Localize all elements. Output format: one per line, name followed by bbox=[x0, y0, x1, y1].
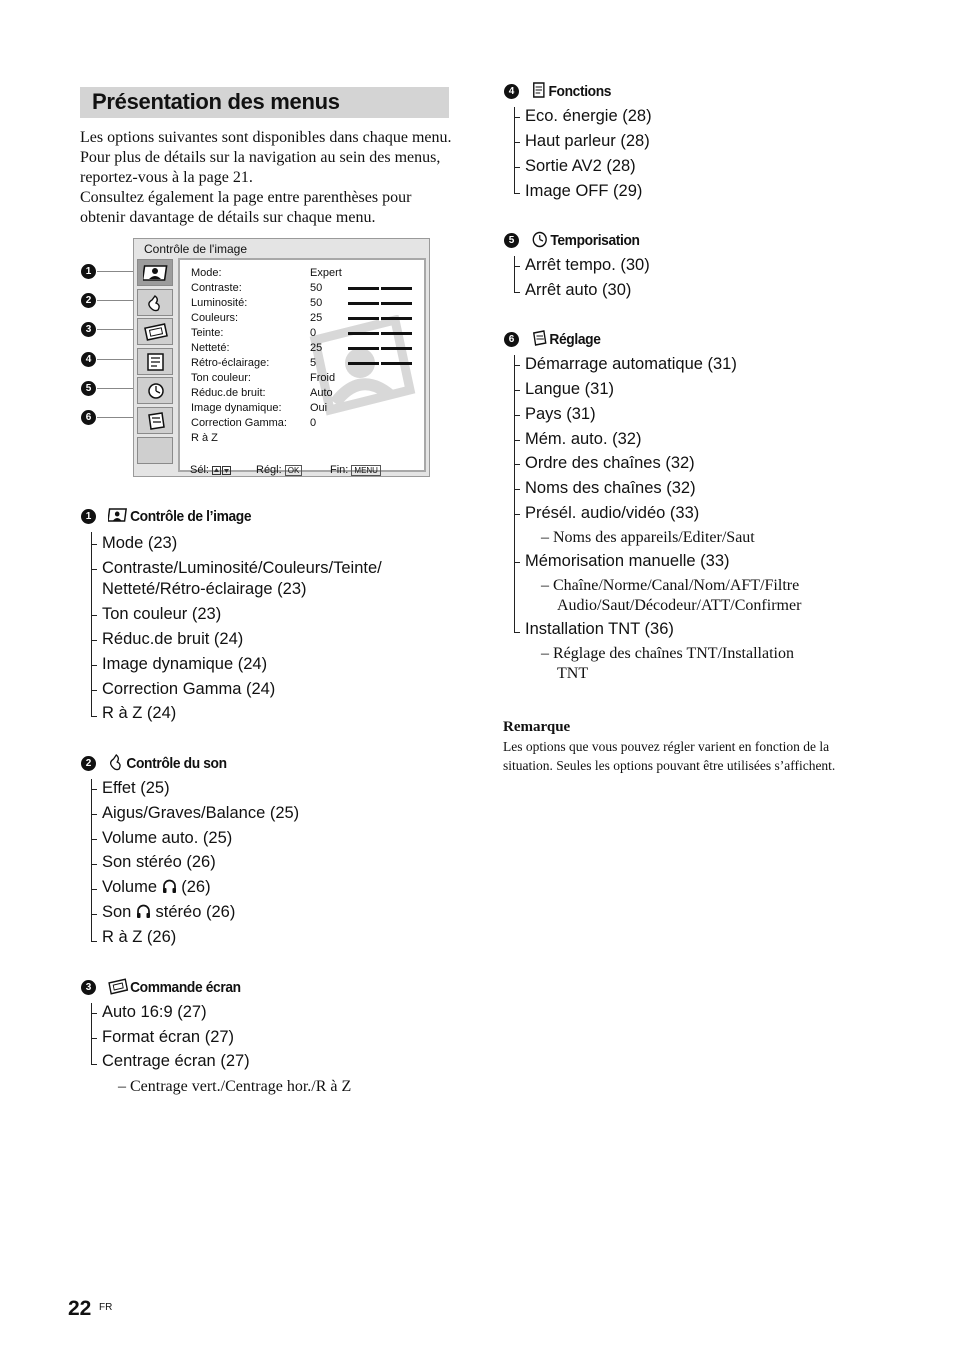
menu-item-volume-page: (26) bbox=[181, 878, 211, 896]
tree-branch bbox=[514, 562, 520, 563]
tree-branch bbox=[514, 514, 520, 515]
callout-6: 6 bbox=[81, 410, 96, 425]
intro-text bbox=[80, 128, 452, 228]
menu-item-stereo-headphone bbox=[102, 902, 235, 923]
menu-number-6: 6 bbox=[504, 332, 519, 347]
menu-item: Image dynamique (24) bbox=[102, 655, 268, 673]
headphone-icon bbox=[162, 879, 177, 894]
menu-item: Installation TNT (36) bbox=[525, 620, 674, 638]
osd-row[interactable] bbox=[191, 296, 421, 311]
menu-item: Centrage écran (27) bbox=[102, 1052, 250, 1070]
tree-branch bbox=[91, 814, 97, 815]
menu-item: Effet (25) bbox=[102, 779, 170, 797]
menu-heading-features bbox=[531, 82, 611, 103]
osd-level-bar bbox=[348, 362, 412, 365]
callout-leader bbox=[97, 329, 137, 330]
osd-tab-empty bbox=[137, 437, 173, 464]
tree-branch bbox=[91, 914, 97, 915]
menu-item: Présél. audio/vidéo (33) bbox=[525, 504, 700, 522]
menu-item: Mémorisation manuelle (33) bbox=[525, 552, 730, 570]
tree-branch bbox=[91, 1038, 97, 1039]
tree-branch bbox=[91, 665, 97, 666]
osd-rows bbox=[191, 266, 421, 446]
osd-row-label: Netteté: bbox=[191, 342, 230, 354]
osd-level-marker bbox=[379, 331, 381, 336]
osd-level-bar bbox=[348, 287, 412, 290]
osd-level-marker bbox=[379, 316, 381, 321]
tree-branch bbox=[91, 889, 97, 890]
tree-branch bbox=[514, 464, 520, 465]
menu-item: Haut parleur (28) bbox=[525, 132, 650, 150]
callout-leader bbox=[97, 300, 137, 301]
osd-row[interactable] bbox=[191, 341, 421, 356]
tree-branch bbox=[91, 941, 97, 942]
tree-branch bbox=[91, 789, 97, 790]
callout-leader bbox=[97, 271, 137, 272]
osd-row-label: Contraste: bbox=[191, 282, 242, 294]
menu-item: Format écran (27) bbox=[102, 1028, 235, 1046]
menu-item: Mode (23) bbox=[102, 534, 178, 552]
osd-footer-select-label: Sél: bbox=[190, 464, 209, 476]
menu-heading-setup-label: Réglage bbox=[549, 331, 601, 348]
osd-row-value: 0 bbox=[310, 327, 317, 339]
osd-tab-column bbox=[137, 259, 177, 466]
menu-number-1: 1 bbox=[81, 509, 96, 524]
osd-footer-select bbox=[190, 464, 232, 476]
tree-branch bbox=[514, 292, 520, 293]
tree-branch bbox=[514, 193, 520, 194]
sound-icon bbox=[108, 754, 125, 775]
osd-footer-set bbox=[256, 464, 302, 476]
osd-level-bar bbox=[348, 332, 412, 335]
osd-level-bar bbox=[348, 317, 412, 320]
tree-branch bbox=[514, 440, 520, 441]
osd-row[interactable] bbox=[191, 401, 421, 416]
osd-level-bar bbox=[348, 347, 412, 350]
menu-heading-image-label: Contrôle de l’image bbox=[130, 508, 252, 525]
picture-icon bbox=[108, 507, 128, 528]
osd-row-value: 50 bbox=[310, 282, 323, 294]
osd-row-value: Oui bbox=[310, 402, 328, 414]
submenu-text: TNT bbox=[557, 665, 589, 682]
callout-5: 5 bbox=[81, 381, 96, 396]
intro-paragraph-1: Les options suivantes sont disponibles dans chaque menu. Pour plus de détails sur la navigation au sein des menus, reportez-vous à la page 21. bbox=[80, 129, 452, 186]
ok-button-glyph: OK bbox=[285, 465, 303, 476]
osd-level-marker bbox=[379, 346, 381, 351]
osd-menu-screenshot bbox=[133, 238, 430, 477]
menu-heading-screen bbox=[108, 978, 241, 999]
tree-branch bbox=[91, 690, 97, 691]
submenu-text: Audio/Saut/Décodeur/ATT/Confirmer bbox=[557, 597, 802, 614]
tree-branch bbox=[91, 1064, 97, 1065]
submenu-text: – Réglage des chaînes TNT/Installation bbox=[541, 645, 794, 662]
screen-icon bbox=[143, 322, 169, 342]
osd-footer-set-label: Régl: bbox=[256, 464, 282, 476]
tree-branch bbox=[91, 615, 97, 616]
osd-row[interactable] bbox=[191, 356, 421, 371]
headphone-icon bbox=[136, 904, 151, 919]
tree-branch bbox=[91, 716, 97, 717]
callout-3: 3 bbox=[81, 322, 96, 337]
osd-tab-screen[interactable] bbox=[137, 318, 173, 345]
tree-branch bbox=[514, 390, 520, 391]
tree-branch bbox=[514, 365, 520, 366]
osd-row-label: Réduc.de bruit: bbox=[191, 387, 266, 399]
tree-branch bbox=[514, 489, 520, 490]
menu-button-glyph: MENU bbox=[351, 465, 381, 476]
menu-item: Arrêt auto (30) bbox=[525, 281, 632, 299]
screen-icon bbox=[108, 978, 128, 999]
osd-row-value: Froid bbox=[310, 372, 336, 384]
callout-1: 1 bbox=[81, 264, 96, 279]
menu-item: R à Z (24) bbox=[102, 704, 177, 722]
tree-trunk bbox=[514, 256, 515, 293]
callout-leader bbox=[97, 388, 137, 389]
remark-title: Remarque bbox=[503, 719, 571, 735]
picture-icon bbox=[143, 263, 169, 283]
menu-heading-screen-label: Commande écran bbox=[130, 979, 241, 996]
menu-item: Volume auto. (25) bbox=[102, 829, 233, 847]
callout-leader bbox=[97, 417, 137, 418]
menu-item: R à Z (26) bbox=[102, 928, 177, 946]
menu-item: Réduc.de bruit (24) bbox=[102, 630, 244, 648]
osd-tab-setup[interactable] bbox=[137, 407, 173, 434]
osd-row-value: 0 bbox=[310, 417, 317, 429]
tree-branch bbox=[91, 864, 97, 865]
menu-item: Mém. auto. (32) bbox=[525, 430, 642, 448]
menu-heading-sound-label: Contrôle du son bbox=[126, 755, 227, 772]
timer-icon bbox=[143, 381, 169, 401]
menu-heading-setup bbox=[531, 330, 601, 351]
page-number: 22 bbox=[68, 1297, 92, 1320]
tree-branch bbox=[514, 142, 520, 143]
osd-row-value: Auto bbox=[310, 387, 333, 399]
osd-row-value: Expert bbox=[310, 267, 342, 279]
osd-footer-exit bbox=[330, 464, 381, 476]
menu-heading-features-label: Fonctions bbox=[548, 83, 612, 100]
osd-row-label: Correction Gamma: bbox=[191, 417, 287, 429]
osd-row[interactable] bbox=[191, 281, 421, 296]
submenu-text: – Noms des appareils/Editer/Saut bbox=[541, 529, 755, 546]
menu-item: Ordre des chaînes (32) bbox=[525, 454, 695, 472]
setup-icon bbox=[531, 330, 548, 351]
osd-row-label: Ton couleur: bbox=[191, 372, 251, 384]
osd-row-label: R à Z bbox=[191, 432, 218, 444]
tree-trunk bbox=[514, 107, 515, 194]
osd-settings-panel bbox=[178, 258, 426, 472]
osd-level-bar bbox=[348, 302, 412, 305]
osd-row-value: 5 bbox=[310, 357, 317, 369]
submenu-text: – Chaîne/Norme/Canal/Nom/AFT/Filtre bbox=[541, 577, 800, 594]
menu-item: Contraste/Luminosité/Couleurs/Teinte/ bbox=[102, 559, 382, 577]
menu-item: Noms des chaînes (32) bbox=[525, 479, 696, 497]
osd-row-value: 50 bbox=[310, 297, 323, 309]
menu-heading-timer-label: Temporisation bbox=[550, 232, 640, 249]
menu-item: Netteté/Rétro-éclairage (23) bbox=[102, 580, 307, 598]
section-title-bar bbox=[80, 87, 449, 118]
remark-text: Les options que vous pouvez régler varient en fonction de la situation. Seules les options pouvant être utilisées s’affichent. bbox=[503, 739, 836, 773]
setup-icon bbox=[143, 411, 169, 431]
osd-row-label: Image dynamique: bbox=[191, 402, 282, 414]
menu-item: Langue (31) bbox=[525, 380, 614, 398]
osd-row[interactable] bbox=[191, 431, 421, 446]
osd-row-label: Mode: bbox=[191, 267, 222, 279]
menu-item-stereo-page: stéréo (26) bbox=[155, 903, 236, 921]
menu-item-volume-headphone bbox=[102, 877, 211, 898]
timer-icon bbox=[531, 231, 548, 252]
osd-footer-exit-label: Fin: bbox=[330, 464, 349, 476]
tree-trunk bbox=[91, 779, 92, 942]
menu-item: Son stéréo (26) bbox=[102, 853, 216, 871]
up-down-arrows-icon bbox=[212, 466, 232, 475]
menu-item: Aigus/Graves/Balance (25) bbox=[102, 804, 300, 822]
menu-item: Eco. énergie (28) bbox=[525, 107, 652, 125]
osd-level-marker bbox=[379, 286, 381, 291]
menu-item: Sortie AV2 (28) bbox=[525, 157, 636, 175]
osd-row-label: Luminosité: bbox=[191, 297, 248, 309]
osd-row-value: 25 bbox=[310, 342, 323, 354]
osd-row-label: Couleurs: bbox=[191, 312, 239, 324]
osd-tab-timer[interactable] bbox=[137, 377, 173, 404]
menu-item: Arrêt tempo. (30) bbox=[525, 256, 650, 274]
page-language: FR bbox=[99, 1302, 113, 1313]
osd-row[interactable] bbox=[191, 311, 421, 326]
osd-row-label: Rétro-éclairage: bbox=[191, 357, 270, 369]
tree-branch bbox=[91, 839, 97, 840]
osd-row[interactable] bbox=[191, 371, 421, 386]
features-icon bbox=[531, 82, 547, 103]
osd-title: Contrôle de l'image bbox=[144, 242, 248, 256]
features-icon bbox=[143, 352, 169, 372]
osd-tab-sound[interactable] bbox=[137, 289, 173, 316]
tree-branch bbox=[91, 1013, 97, 1014]
menu-number-3: 3 bbox=[81, 980, 96, 995]
tree-branch bbox=[514, 167, 520, 168]
menu-item: Image OFF (29) bbox=[525, 182, 643, 200]
tree-branch bbox=[514, 117, 520, 118]
callout-2: 2 bbox=[81, 293, 96, 308]
tree-branch bbox=[514, 632, 520, 633]
osd-row[interactable] bbox=[191, 266, 421, 281]
osd-level-marker bbox=[379, 301, 381, 306]
osd-row-value: 25 bbox=[310, 312, 323, 324]
osd-level-marker bbox=[379, 361, 381, 366]
osd-tab-features[interactable] bbox=[137, 348, 173, 375]
tree-branch bbox=[514, 266, 520, 267]
osd-row[interactable] bbox=[191, 326, 421, 341]
menu-item: Démarrage automatique (31) bbox=[525, 355, 737, 373]
tree-branch bbox=[91, 569, 97, 570]
tree-branch bbox=[514, 415, 520, 416]
submenu-text: – Centrage vert./Centrage hor./R à Z bbox=[118, 1078, 352, 1095]
menu-heading-sound bbox=[108, 754, 227, 775]
menu-number-5: 5 bbox=[504, 233, 519, 248]
tree-branch bbox=[91, 544, 97, 545]
menu-item-stereo-label: Son bbox=[102, 903, 132, 921]
callout-leader bbox=[97, 359, 137, 360]
osd-row-label: Teinte: bbox=[191, 327, 224, 339]
menu-number-2: 2 bbox=[81, 756, 96, 771]
menu-heading-timer bbox=[531, 231, 640, 252]
osd-tab-picture[interactable] bbox=[137, 259, 173, 286]
tree-branch bbox=[91, 640, 97, 641]
menu-heading-image bbox=[108, 507, 251, 528]
sound-icon bbox=[143, 293, 169, 313]
menu-item: Auto 16:9 (27) bbox=[102, 1003, 207, 1021]
page-title: Présentation des menus bbox=[92, 89, 340, 114]
menu-number-4: 4 bbox=[504, 84, 519, 99]
menu-item-volume-label: Volume bbox=[102, 878, 158, 896]
menu-item: Ton couleur (23) bbox=[102, 605, 222, 623]
osd-row[interactable] bbox=[191, 416, 421, 431]
callout-4: 4 bbox=[81, 352, 96, 367]
menu-item: Correction Gamma (24) bbox=[102, 680, 276, 698]
menu-item: Pays (31) bbox=[525, 405, 596, 423]
tree-trunk bbox=[514, 355, 515, 633]
intro-paragraph-2: Consultez également la page entre parenthèses pour obtenir davantage de détails sur chaque menu. bbox=[80, 189, 412, 226]
osd-row[interactable] bbox=[191, 386, 421, 401]
